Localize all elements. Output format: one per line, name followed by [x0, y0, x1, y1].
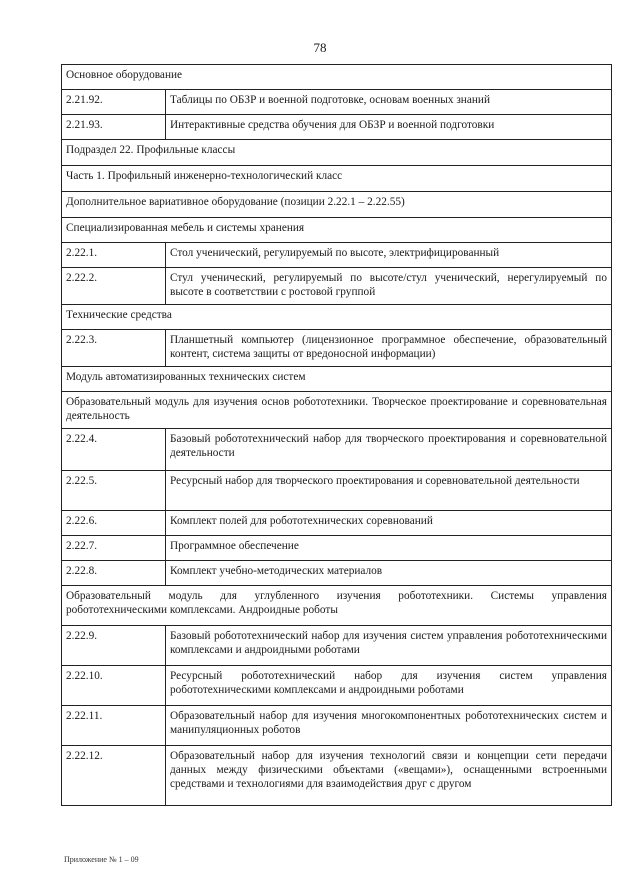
item-number: 2.22.11. — [62, 706, 166, 746]
section-row — [62, 392, 612, 429]
section-row — [62, 367, 612, 392]
item-description: Планшетный компьютер (лицензионное программное обеспечение, образовательный контент, система защиты от вредоносной информации) — [166, 330, 612, 367]
item-row — [62, 429, 612, 471]
item-description: Комплект учебно-методических материалов — [166, 561, 612, 586]
section-row — [62, 586, 612, 626]
equipment-table-body — [62, 65, 612, 806]
item-row — [62, 706, 612, 746]
section-title: Образовательный модуль для изучения основ робототехники. Творческое проектирование и соревновательная деятельность — [62, 392, 612, 429]
item-number: 2.22.10. — [62, 666, 166, 706]
section-row — [62, 166, 612, 192]
section-row — [62, 65, 612, 90]
item-number: 2.22.3. — [62, 330, 166, 367]
item-row — [62, 626, 612, 666]
item-row — [62, 471, 612, 511]
item-row — [62, 330, 612, 367]
section-row — [62, 218, 612, 243]
section-title: Часть 1. Профильный инженерно-технологический класс — [62, 166, 612, 192]
item-description: Программное обеспечение — [166, 536, 612, 561]
section-title: Дополнительное вариативное оборудование (позиции 2.22.1 – 2.22.55) — [62, 192, 612, 218]
item-description: Образовательный набор для изучения многокомпонентных робототехнических систем и манипуляционных роботов — [166, 706, 612, 746]
item-row — [62, 561, 612, 586]
item-number: 2.21.93. — [62, 115, 166, 140]
section-row — [62, 140, 612, 166]
section-row — [62, 192, 612, 218]
section-title: Модуль автоматизированных технических систем — [62, 367, 612, 392]
section-title: Специализированная мебель и системы хранения — [62, 218, 612, 243]
section-title: Образовательный модуль для углубленного изучения робототехники. Системы управления робототехническими комплексами. Андроидные роботы — [62, 586, 612, 626]
item-description: Комплект полей для робототехнических соревнований — [166, 511, 612, 536]
item-description: Интерактивные средства обучения для ОБЗР и военной подготовки — [166, 115, 612, 140]
item-row — [62, 90, 612, 115]
item-number: 2.22.5. — [62, 471, 166, 511]
equipment-table — [61, 64, 612, 806]
item-row — [62, 511, 612, 536]
item-row — [62, 666, 612, 706]
item-description: Базовый робототехнический набор для творческого проектирования и соревновательной деятельности — [166, 429, 612, 471]
item-number: 2.22.8. — [62, 561, 166, 586]
item-description: Стул ученический, регулируемый по высоте/стул ученический, нерегулируемый по высоте в соответствии с ростовой группой — [166, 268, 612, 305]
section-title: Подраздел 22. Профильные классы — [62, 140, 612, 166]
section-title: Основное оборудование — [62, 65, 612, 90]
item-description: Базовый робототехнический набор для изучения систем управления робототехническими комплексами и андроидными роботами — [166, 626, 612, 666]
item-row — [62, 268, 612, 305]
item-number: 2.22.7. — [62, 536, 166, 561]
item-number: 2.22.1. — [62, 243, 166, 268]
item-row — [62, 746, 612, 806]
item-number: 2.22.6. — [62, 511, 166, 536]
item-description: Стол ученический, регулируемый по высоте, электрифицированный — [166, 243, 612, 268]
item-description: Ресурсный набор для творческого проектирования и соревновательной деятельности — [166, 471, 612, 511]
item-number: 2.22.12. — [62, 746, 166, 806]
section-row — [62, 305, 612, 330]
item-row — [62, 115, 612, 140]
item-description: Ресурсный робототехнический набор для изучения систем управления робототехническими комплексами и андроидными роботами — [166, 666, 612, 706]
page-number: 78 — [313, 40, 327, 55]
item-number: 2.21.92. — [62, 90, 166, 115]
section-title: Технические средства — [62, 305, 612, 330]
item-description: Таблицы по ОБЗР и военной подготовке, основам военных знаний — [166, 90, 612, 115]
item-number: 2.22.2. — [62, 268, 166, 305]
footer-note: Приложение № 1 – 09 — [64, 855, 139, 864]
item-row — [62, 243, 612, 268]
item-description: Образовательный набор для изучения технологий связи и концепции сети передачи данных между физическими объектами («вещами»), оснащенными встроенными средствами и технологиями для взаимодействия друг с другом — [166, 746, 612, 806]
item-number: 2.22.9. — [62, 626, 166, 666]
item-number: 2.22.4. — [62, 429, 166, 471]
item-row — [62, 536, 612, 561]
